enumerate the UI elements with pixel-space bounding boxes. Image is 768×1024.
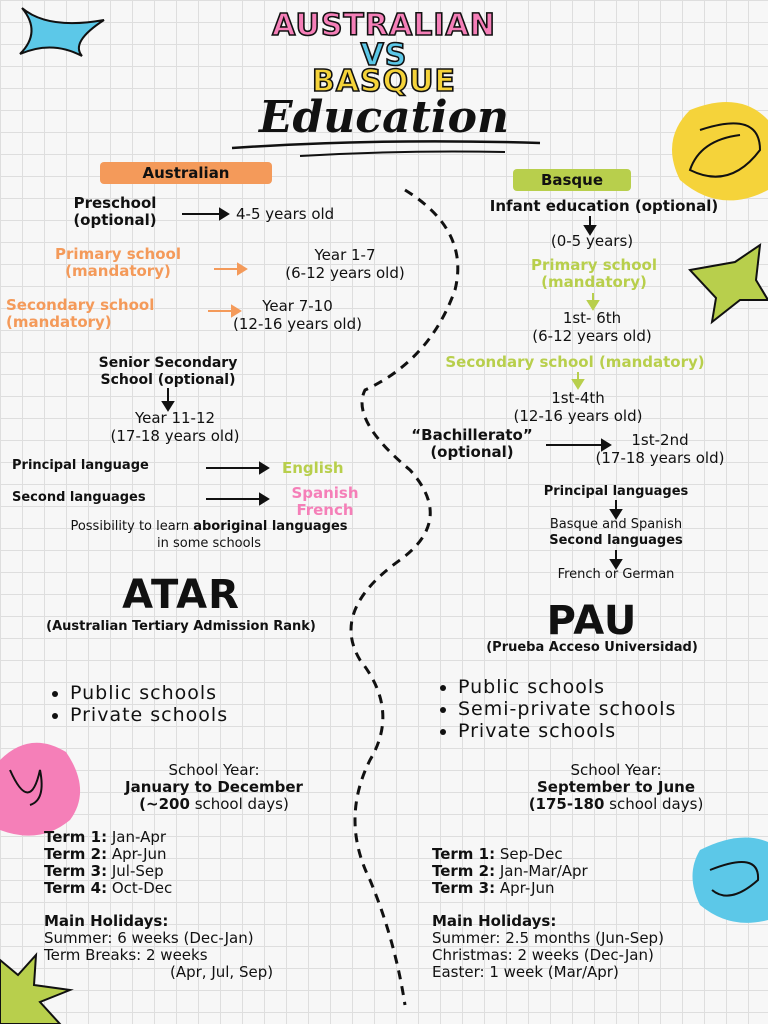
au-secondary-label: Secondary school (mandatory) [6,296,155,331]
eu-principal-lang-value: Basque and Spanish [549,517,683,532]
eu-secondary-label: Secondary school (mandatory) [445,353,705,371]
list-item: Term 4: Oct-Dec [44,879,173,897]
au-senior-label: Senior Secondary School (optional) [98,355,238,388]
list-item: Term 3: Jul-Sep [44,862,164,880]
au-second-lang-value1: Spanish [291,484,359,502]
eu-primary-label: Primary school (mandatory) [531,256,657,291]
eu-exam-full: (Prueba Acceso Universidad) [486,640,698,655]
eu-second-lang-value: French or German [557,567,675,582]
au-school-year: School Year: January to December (~200 school days) [125,761,303,813]
eu-second-lang-label: Second languages [549,533,683,548]
eu-terms [432,846,588,897]
au-principal-lang-label: Principal language [12,458,149,473]
badge-australian: Australian [100,162,272,184]
list-item: Term 1: Sep-Dec [432,845,563,863]
au-second-lang-label: Second languages [12,490,146,505]
list-item: • Public schools [458,676,676,698]
au-primary-label: Primary school (mandatory) [55,245,181,280]
list-item: • Semi-private schools [458,698,676,720]
badge-basque: Basque [513,169,631,191]
au-exam: ATAR [122,572,240,618]
au-preschool-label: Preschool (optional) [73,194,157,229]
eu-school-year: School Year: September to June (175-180 school days) [528,761,704,813]
eu-infant-value: (0-5 years) [550,232,634,250]
list-item: Term 1: Jan-Apr [44,828,167,846]
au-school-types [46,682,228,726]
title-basque: BASQUE [311,64,457,99]
eu-primary-value: 1st- 6th (6-12 years old) [532,309,652,345]
list-item: Term 3: Apr-Jun [432,879,555,897]
au-exam-full: (Australian Tertiary Admission Rank) [46,619,316,634]
au-terms [44,829,172,897]
list-item: • Private schools [458,720,676,742]
au-secondary-value: Year 7-10 (12-16 years old) [233,297,362,333]
list-item: Term 2: Apr-Jun [44,845,167,863]
eu-infant-label: Infant education (optional) [489,197,719,215]
title-vs: VS [360,38,408,73]
au-primary-value: Year 1-7 (6-12 years old) [285,246,405,282]
green-star-icon [690,245,768,322]
title-australian: AUSTRALIAN [272,8,496,43]
subtitle-education: Education [259,92,509,143]
list-item: Term 2: Jan-Mar/Apr [432,862,588,880]
pink-blob [0,743,80,836]
eu-secondary-value: 1st-4th (12-16 years old) [513,389,643,425]
eu-holidays: Main Holidays: Summer: 2.5 months (Jun-Sep) Christmas: 2 weeks (Dec-Jan) Easter: 1 week (Mar/Apr) [432,912,664,981]
eu-school-types [434,676,676,742]
eu-bach-value: 1st-2nd (17-18 years old) [595,431,725,467]
au-holidays: Main Holidays: Summer: 6 weeks (Dec-Jan) Term Breaks: 2 weeks (Apr, Jul, Sep) [44,912,274,981]
eu-principal-lang-label: Principal languages [543,484,689,499]
au-second-lang-value2: French [296,501,354,519]
au-senior-value: Year 11-12 (17-18 years old) [110,409,240,445]
list-item: • Private schools [70,704,228,726]
au-preschool-value: 4-5 years old [236,205,335,223]
au-principal-lang-value: English [282,459,344,477]
eu-exam: PAU [546,598,638,644]
au-aboriginal-note: Possibility to learn aboriginal languages in some schools [70,519,348,551]
eu-bach-label: “Bachillerato” (optional) [411,426,533,461]
list-item: • Public schools [70,682,228,704]
